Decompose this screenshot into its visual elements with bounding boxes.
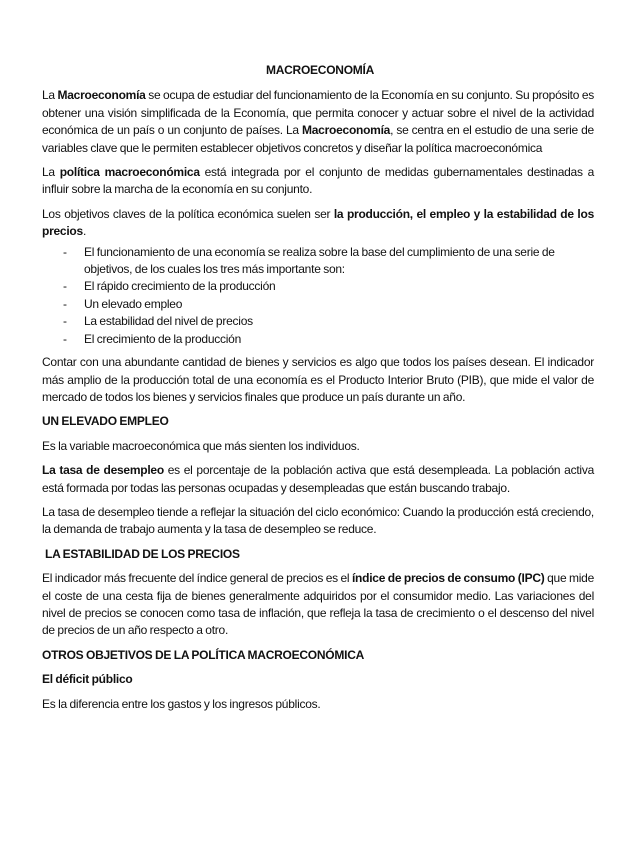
paragraph-variable-empleo: Es la variable macroeconómica que más sienten los individuos. <box>42 438 360 453</box>
list-item: - El funcionamiento de una economía se realiza sobre la base del cumplimiento de una serie de objetivos, de los cuales los tres más importante son: <box>42 244 594 279</box>
bold-term: Macroeconomía <box>302 123 391 138</box>
text-span: . <box>82 224 87 239</box>
text-span: La <box>42 165 60 180</box>
bold-term: índice de precios de consumo (IPC) <box>351 571 545 586</box>
text-span: El indicador más frecuente del índice general de precios es el <box>42 571 352 586</box>
bold-term: La tasa de desempleo <box>42 463 164 478</box>
text-span: se ocupa de estudiar del funcionamiento de la Economía en su conjunto. Su propósito es obtener una visión simplificada de la Economía, que permita conocer y actuar sobre el nivel de la actividad económica de un país o un conjunto de países. La <box>42 88 594 138</box>
bold-term: Macroeconomía <box>57 88 146 103</box>
list-item: - La estabilidad del nivel de precios <box>42 313 594 330</box>
text-span: La <box>42 88 58 103</box>
bold-term: la producción, el empleo y la estabilidad de los precios <box>42 206 594 239</box>
list-item: - El rápido crecimiento de la producción <box>42 278 594 295</box>
text-span: es el porcentaje de la población activa que está desempleada. La población activa está formada por todas las personas ocupadas y desempleadas que están buscando trabajo. <box>42 463 594 495</box>
list-item: - Un elevado empleo <box>42 296 594 313</box>
list-item: - El crecimiento de la producción <box>42 331 594 348</box>
text-span: , se centra en el estudio de una serie de variables clave que le permiten establecer objetivos concretos y diseñar la política macroeconómica <box>42 123 594 155</box>
heading-elevado-empleo: UN ELEVADO EMPLEO <box>42 414 169 429</box>
paragraph-ciclo-economico: La tasa de desempleo tiende a reflejar la situación del ciclo económico: Cuando la producción está creciendo, la demanda de trabajo aumenta y la tasa de desempleo se reduce. <box>42 504 594 537</box>
paragraph-tasa-desempleo <box>42 462 594 497</box>
paragraph-politica-macroeconomica <box>42 164 594 199</box>
heading-deficit-publico: El déficit público <box>42 672 133 687</box>
paragraph-macroeconomia-definition <box>42 87 594 157</box>
paragraph-objetivos-claves <box>42 206 594 241</box>
heading-estabilidad-precios: LA ESTABILIDAD DE LOS PRECIOS <box>45 546 240 561</box>
bold-term: política macroeconómica <box>59 165 200 180</box>
paragraph-deficit-definition: Es la diferencia entre los gastos y los ingresos públicos. <box>42 696 321 711</box>
page-title: MACROECONOMÍA <box>265 63 375 77</box>
objectives-list <box>42 244 594 348</box>
text-span: está integrada por el conjunto de medidas gubernamentales destinadas a influir sobre la marcha de la economía en su conjunto. <box>42 165 595 197</box>
paragraph-ipc <box>42 570 594 640</box>
document-page <box>42 62 594 720</box>
text-span: que mide el coste de una cesta fija de bienes generalmente adquiridos por el consumidor medio. Las variaciones del nivel de precios se conocen como tasa de inflación, que refleja la tasa de crecimiento o el descenso del nivel de precios de un año respecto a otro. <box>42 571 594 638</box>
heading-otros-objetivos: OTROS OBJETIVOS DE LA POLÍTICA MACROECONÓMICA <box>42 647 365 662</box>
text-span: Los objetivos claves de la política económica suelen ser <box>42 206 334 221</box>
paragraph-pib: Contar con una abundante cantidad de bienes y servicios es algo que todos los países desean. El indicador más amplio de la producción total de una economía es el Producto Interior Bruto (PIB), que mide el valor de mercado de todos los bienes y servicios finales que produce un país durante un año. <box>42 355 594 404</box>
